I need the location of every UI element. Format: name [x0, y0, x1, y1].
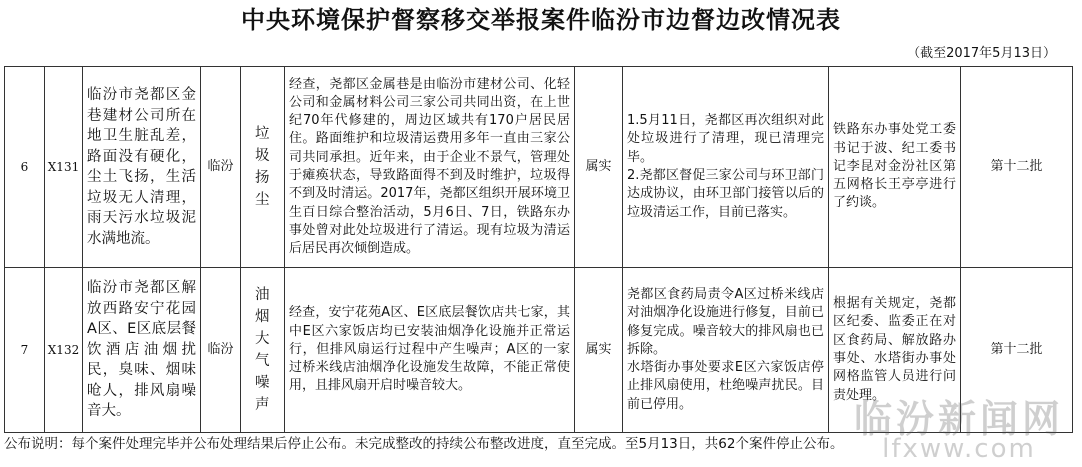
investigation-result: 经查，安宁花苑A区、E区底层餐饮店共七家，其中E区六家饭店均已安装油烟净化设施并正常运行，但排风扇运行过程中产生噪声；A区的一家过桥米线店油烟净化设施发生故障，不能正常使用，且排风扇开启时噪音较大。 — [285, 268, 575, 433]
cases-table — [4, 66, 1073, 433]
complaint-content: 临汾市尧都区解放西路安宁花园A区、E区底层餐饮酒店油烟扰民，臭味、烟味呛人，排风扇噪音大。 — [83, 268, 201, 433]
category-cell: 油烟大气噪声 — [241, 268, 285, 433]
rectification-status: 1.5月11日，尧都区再次组织对此处垃圾进行了清理，现已清理完毕。 2.尧都区督促三家公司与环卫部门达成协议，由环卫部门接管以后的垃圾清运工作，目前已落实。 — [623, 67, 829, 268]
case-code: X131 — [45, 67, 83, 268]
accountability-cell: 铁路东办事处党工委书记于波、纪工委书记李昆对金汾社区第五网格长王亭亭进行了约谈。 — [829, 67, 961, 268]
watermark-brand: 临汾新闻网 — [853, 396, 1064, 441]
watermark-domain: lfxww.com — [882, 434, 1036, 464]
date-note: （截至2017年5月13日） — [907, 46, 1056, 61]
rectification-status: 尧都区食药局责令A区过桥米线店对油烟净化设施进行修复，目前已修复完成。噪音较大的排风扇也已拆除。 水塔街办事处要求E区六家饭店停止排风扇使用，杜绝噪声扰民。目前已停用。 — [623, 268, 829, 433]
page-title: 中央环境保护督察移交举报案件临汾市边督边改情况表 — [241, 5, 841, 34]
batch-cell: 第十二批 — [961, 67, 1073, 268]
city-cell: 临汾 — [201, 67, 241, 268]
investigation-result: 经查，尧都区金属巷是由临汾市建材公司、化轻公司和金属材料公司三家公司共同出资，在上世纪70年代修建的，周边区域共有170户居民居住。路面维护和垃圾清运费用多年一直由三家公司共同承担。近年来，由于企业不景气，管理处于瘫痪状态，导致路面得不到及时维护，垃圾得不到及时清运。2017年，尧都区组织开展环境卫生百日综合整治活动，5月6日、7日，铁路东办事处曾对此处垃圾进行了清运。现有垃圾为清运后居民再次倾倒造成。 — [285, 67, 575, 268]
accountability-cell: 根据有关规定，尧都区纪委、监委正在对区食药局、解放路办事处、水塔街办事处网格监管人员进行问责处理。 — [829, 268, 961, 433]
case-number: 6 — [5, 67, 45, 268]
verdict-cell: 属实 — [575, 67, 623, 268]
city-cell: 临汾 — [201, 268, 241, 433]
verdict-cell: 属实 — [575, 268, 623, 433]
table-row — [5, 67, 1073, 268]
category-cell: 垃圾扬尘 — [241, 67, 285, 268]
publication-note: 公布说明：每个案件处理完毕并公布处理结果后停止公布。未完成整改的持续公布整改进度，直至完成。至5月13日，共62个案件停止公布。 — [4, 436, 844, 452]
table-row — [5, 268, 1073, 433]
complaint-content: 临汾市尧都区金巷建材公司所在地卫生脏乱差，路面没有硬化，尘土飞扬，生活垃圾无人清理，雨天污水垃圾泥水满地流。 — [83, 67, 201, 268]
case-number: 7 — [5, 268, 45, 433]
case-code: X132 — [45, 268, 83, 433]
batch-cell: 第十二批 — [961, 268, 1073, 433]
